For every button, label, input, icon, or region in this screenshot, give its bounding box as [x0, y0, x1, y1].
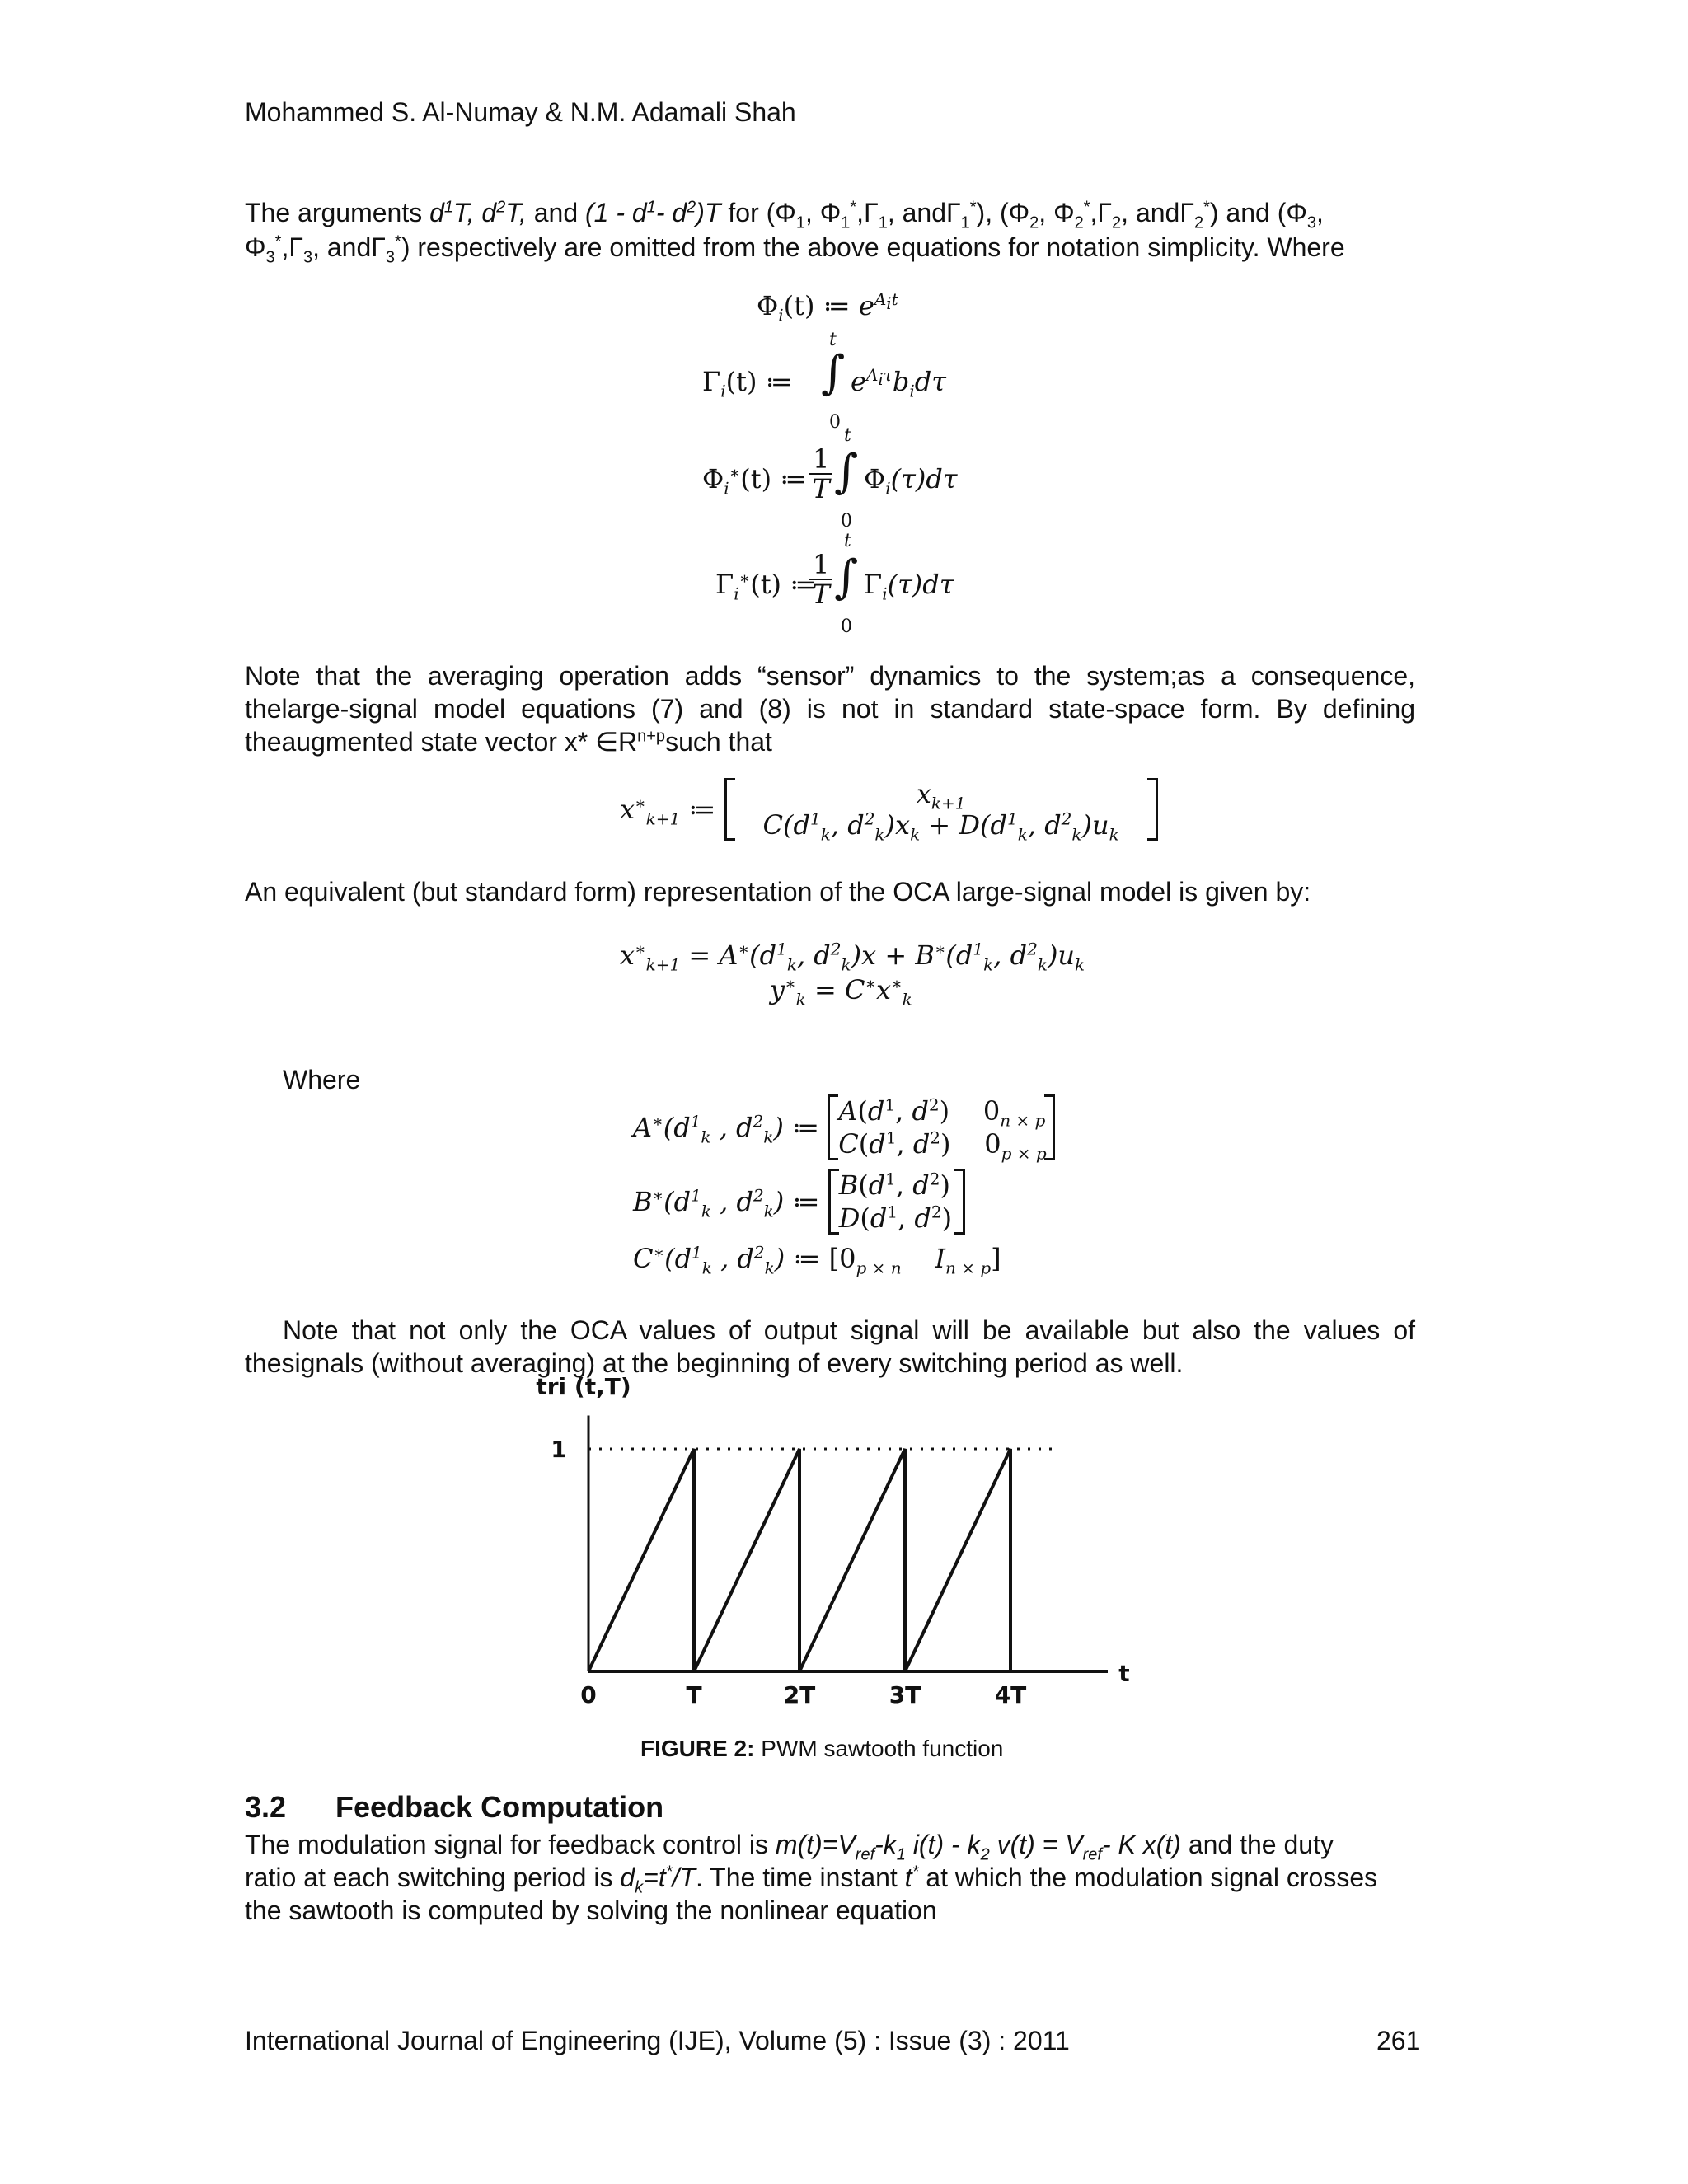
figure-caption: FIGURE 2: PWM sawtooth function [640, 1736, 1004, 1761]
where-label: Where [283, 1065, 361, 1094]
footer-journal: International Journal of Engineering (IJE), Volume (5) : Issue (3) : 2011 [245, 2026, 1070, 2055]
x-tick-label: 0 [580, 1681, 597, 1708]
footer-page-number: 261 [1376, 2026, 1421, 2055]
x-axis-label: t [1118, 1660, 1130, 1687]
x-tick-label: 3T [889, 1681, 921, 1708]
paragraph-oca-values-line1: Note that not only the OCA values of output signal will be available but also the values of [283, 1315, 1415, 1345]
y-tick-label: 1 [551, 1436, 567, 1463]
equation-augmented-state: $x^∗_{k+1}$ ≔ $x_{k+1}$ $C(d^1_k$, $d^2_k)x_k + D(d^1_k$, $d^2_k)u_k$ [620, 778, 1158, 841]
y-axis-label: tri (t,T) [536, 1375, 631, 1400]
paragraph-averaging-line2: thelarge-signal model equations (7) and (8) is not in standard state-space form. By defining [245, 694, 1415, 724]
paragraph-equivalent: An equivalent (but standard form) representation of the OCA large-signal model is given by: [245, 877, 1311, 907]
equation-a-star: $A^∗(d^1_k$ , $d^2_k$) ≔ $A(d^1$, $d^2$) $0_{n \times p}$ $C(d^1$, $d^2$) $0_{p \times p}$ [633, 1094, 1055, 1160]
equation-phi-star-def: t $\Phi_i^∗(t)$ ≔ $\frac{1}{T}$ ∫ $\Phi_i(\tau)d\tau$ 0 [702, 425, 958, 532]
paragraph-oca-values-line2: thesignals (without averaging) at the beginning of every switching period as well. [245, 1348, 1184, 1378]
equation-gamma-star-def: t $\Gamma_i^∗(t)$ ≔ $\frac{1}{T}$ ∫ $\Gamma_i(\tau)d\tau$ 0 [715, 531, 954, 637]
equation-c-star: $C^∗(d^1_k$ , $d^2_k$) ≔ [$0_{p \times n}$ $I_{n \times p}$] [633, 1242, 1001, 1278]
paragraph-feedback-line2: ratio at each switching period is $d_k=t^*/T$. The time instant t* at which the modulation signal crosses [245, 1863, 1378, 1897]
running-header: Mohammed S. Al-Numay & N.M. Adamali Shah [245, 97, 796, 127]
equation-b-star: $B^∗(d^1_k$ , $d^2_k$) ≔ $B(d^1$, $d^2$) $D(d^1$, $d^2$) [633, 1169, 965, 1235]
paragraph-averaging-line3: theaugmented state vector x* $\in R^{n+p}such$ that [245, 727, 772, 757]
paragraph-arguments-line2: $\Phi_3^*,\Gamma_3$, andΓ$_3$*) respectively are omitted from the above equations for notation simplicity. Where [245, 232, 1345, 267]
section-heading: 3.2 Feedback Computation [245, 1790, 664, 1824]
equation-state-update: $x^∗_{k+1} = A^∗(d^1_k$, $d^2_k)x + B^∗(d^1_k$, $d^2_k)u_k$ [620, 939, 1085, 975]
x-tick-label: 4T [994, 1681, 1027, 1708]
paragraph-feedback-line3: the sawtooth is computed by solving the nonlinear equation [245, 1896, 937, 1925]
paragraph-arguments-line1: The arguments $d^1T$, $d^2T$, and ($1 - d^1-$ $d^2)T$ for ($\Phi_1$, $\Phi_1^*,\Gamma_1$, andΓ$_1$*), ($\Phi_2$, $\Phi_2^*,\Gamma_2$, andΓ$_2$*) and ($\Phi_3$, [245, 198, 1324, 232]
equation-gamma-def: t $\Gamma_i(t)$ ≔ ∫ $e^{A_i\tau}b_id\tau$ 0 [702, 330, 946, 433]
equation-phi-def: $\Phi_i(t)$ ≔ $e^{A_it}$ [757, 289, 898, 326]
x-tick-label: T [686, 1681, 702, 1708]
paragraph-averaging-line1: Note that the averaging operation adds “sensor” dynamics to the system;as a consequence, [245, 661, 1415, 691]
sawtooth-series-line [588, 1449, 1010, 1671]
paragraph-feedback-line1: The modulation signal for feedback control is $m(t)=V_{ref}-k_1$ $i(t) - k_2$ $v(t) = V_{ref}-$ K x(t) and the duty [245, 1830, 1334, 1864]
sawtooth-chart [528, 1375, 1154, 1721]
x-tick-label: 2T [783, 1681, 816, 1708]
equation-output: $y^∗_k = C^∗x^∗_k$ [770, 973, 912, 1010]
